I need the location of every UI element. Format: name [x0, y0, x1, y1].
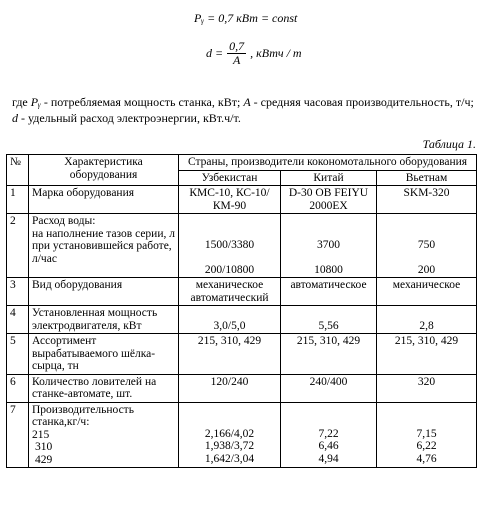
para-symbol-a: A: [243, 95, 251, 109]
row-label: Установленная мощность электродвигателя, кВт: [29, 306, 179, 334]
formula-fraction: [227, 40, 246, 67]
cell-vietnam: 320: [377, 374, 477, 402]
cell-china: 5,56: [281, 306, 377, 334]
cell-china: D-30 OB FEIYU 2000EX: [281, 186, 377, 214]
equipment-table: [6, 154, 477, 468]
row-number: 4: [7, 306, 29, 334]
row-label: Количество ловителей на станке-автомате, шт.: [29, 374, 179, 402]
table-row: [7, 334, 477, 375]
cell-vietnam: механическое: [377, 278, 477, 306]
cell-uzbekistan: 215, 310, 429: [179, 334, 281, 375]
cell-value: 4,76: [416, 452, 437, 465]
formula-power: Pᵧ = 0,7 кВт = const: [194, 11, 298, 25]
para-text: - потребляемая мощность станка, кВт;: [40, 95, 244, 109]
table-row: [7, 186, 477, 214]
cell-value: 7,15: [416, 427, 437, 440]
row-sub-label: 429: [35, 453, 53, 466]
cell-uzbekistan: КМС-10, КС-10/ КМ-90: [179, 186, 281, 214]
cell-value: 4,94: [318, 452, 339, 465]
cell-value: 1500/3380: [204, 239, 255, 251]
table-row: [7, 278, 477, 306]
table-row: [7, 402, 477, 468]
cell-china: 215, 310, 429: [281, 334, 377, 375]
header-characteristic: Характеристика оборудования: [29, 155, 179, 186]
row-label: [29, 402, 179, 468]
cell-uzbekistan: [179, 214, 281, 278]
cell-value: 6,22: [416, 440, 437, 452]
row-label-part: Производительность станка,кг/ч:: [32, 403, 134, 428]
cell-value: 1,642/3,04: [204, 452, 255, 465]
cell-vietnam: 2,8: [377, 306, 477, 334]
para-text: - средняя часовая производительность, т/ч;: [250, 95, 474, 109]
cell-china: [281, 214, 377, 278]
formula-specific-consumption: [206, 40, 302, 67]
header-number: №: [7, 155, 29, 186]
row-label: [29, 214, 179, 278]
row-label-part: Расход воды:: [32, 215, 96, 227]
cell-china: [281, 402, 377, 468]
table-caption: Таблица 1.: [422, 137, 476, 151]
cell-uzbekistan: [179, 402, 281, 468]
cell-vietnam: 215, 310, 429: [377, 334, 477, 375]
formula-denominator: A: [232, 53, 241, 67]
header-countries: Страны, производители кокономотального оборудования: [179, 155, 477, 171]
cell-vietnam: [377, 214, 477, 278]
cell-value: 7,22: [318, 427, 339, 440]
cell-vietnam: [377, 402, 477, 468]
para-text: где: [12, 95, 31, 109]
cell-value: 10800: [314, 263, 343, 276]
table-header-row: [7, 155, 477, 171]
cell-value: 2,166/4,02: [204, 427, 255, 440]
cell-uzbekistan: 3,0/5,0: [179, 306, 281, 334]
row-number: 1: [7, 186, 29, 214]
row-label: Ассортимент вырабатываемого шёлка-сырца, тн: [29, 334, 179, 375]
cell-value: 750: [417, 239, 436, 251]
formula-lhs: d =: [206, 46, 224, 60]
formula-numerator: 0,7: [229, 39, 245, 53]
cell-china: автоматическое: [281, 278, 377, 306]
cell-uzbekistan: 120/240: [179, 374, 281, 402]
cell-china: 240/400: [281, 374, 377, 402]
row-label: Марка оборудования: [29, 186, 179, 214]
table-row: [7, 374, 477, 402]
header-uzbekistan: Узбекистан: [179, 170, 281, 186]
cell-value: 6,46: [318, 440, 339, 452]
para-text: - удельный расход электроэнергии, кВт.ч/т.: [18, 111, 241, 125]
table-row: [7, 306, 477, 334]
explanation-paragraph: [12, 94, 474, 126]
row-sub-label: 215: [32, 428, 50, 441]
table-row: [7, 214, 477, 278]
row-label: Вид оборудования: [29, 278, 179, 306]
row-number: 7: [7, 402, 29, 468]
cell-uzbekistan: механическое автоматический: [179, 278, 281, 306]
row-number: 6: [7, 374, 29, 402]
cell-value: 200/10800: [204, 263, 255, 276]
cell-value: 200: [417, 263, 436, 276]
row-sub-label: 310: [35, 441, 53, 453]
row-label-part: на наполнение тазов серии, л: [32, 227, 175, 240]
row-number: 2: [7, 214, 29, 278]
header-china: Китай: [281, 170, 377, 186]
row-number: 3: [7, 278, 29, 306]
formula-rhs: , кВтч / т: [250, 46, 302, 60]
para-symbol-d: d: [12, 111, 18, 125]
row-label-part: при установившейся работе, л/час: [32, 240, 172, 265]
header-vietnam: Вьетнам: [377, 170, 477, 186]
cell-value: 3700: [317, 239, 340, 251]
cell-vietnam: SKM-320: [377, 186, 477, 214]
para-symbol-p: Pᵧ: [30, 95, 41, 109]
row-number: 5: [7, 334, 29, 375]
cell-value: 1,938/3,72: [204, 440, 255, 452]
